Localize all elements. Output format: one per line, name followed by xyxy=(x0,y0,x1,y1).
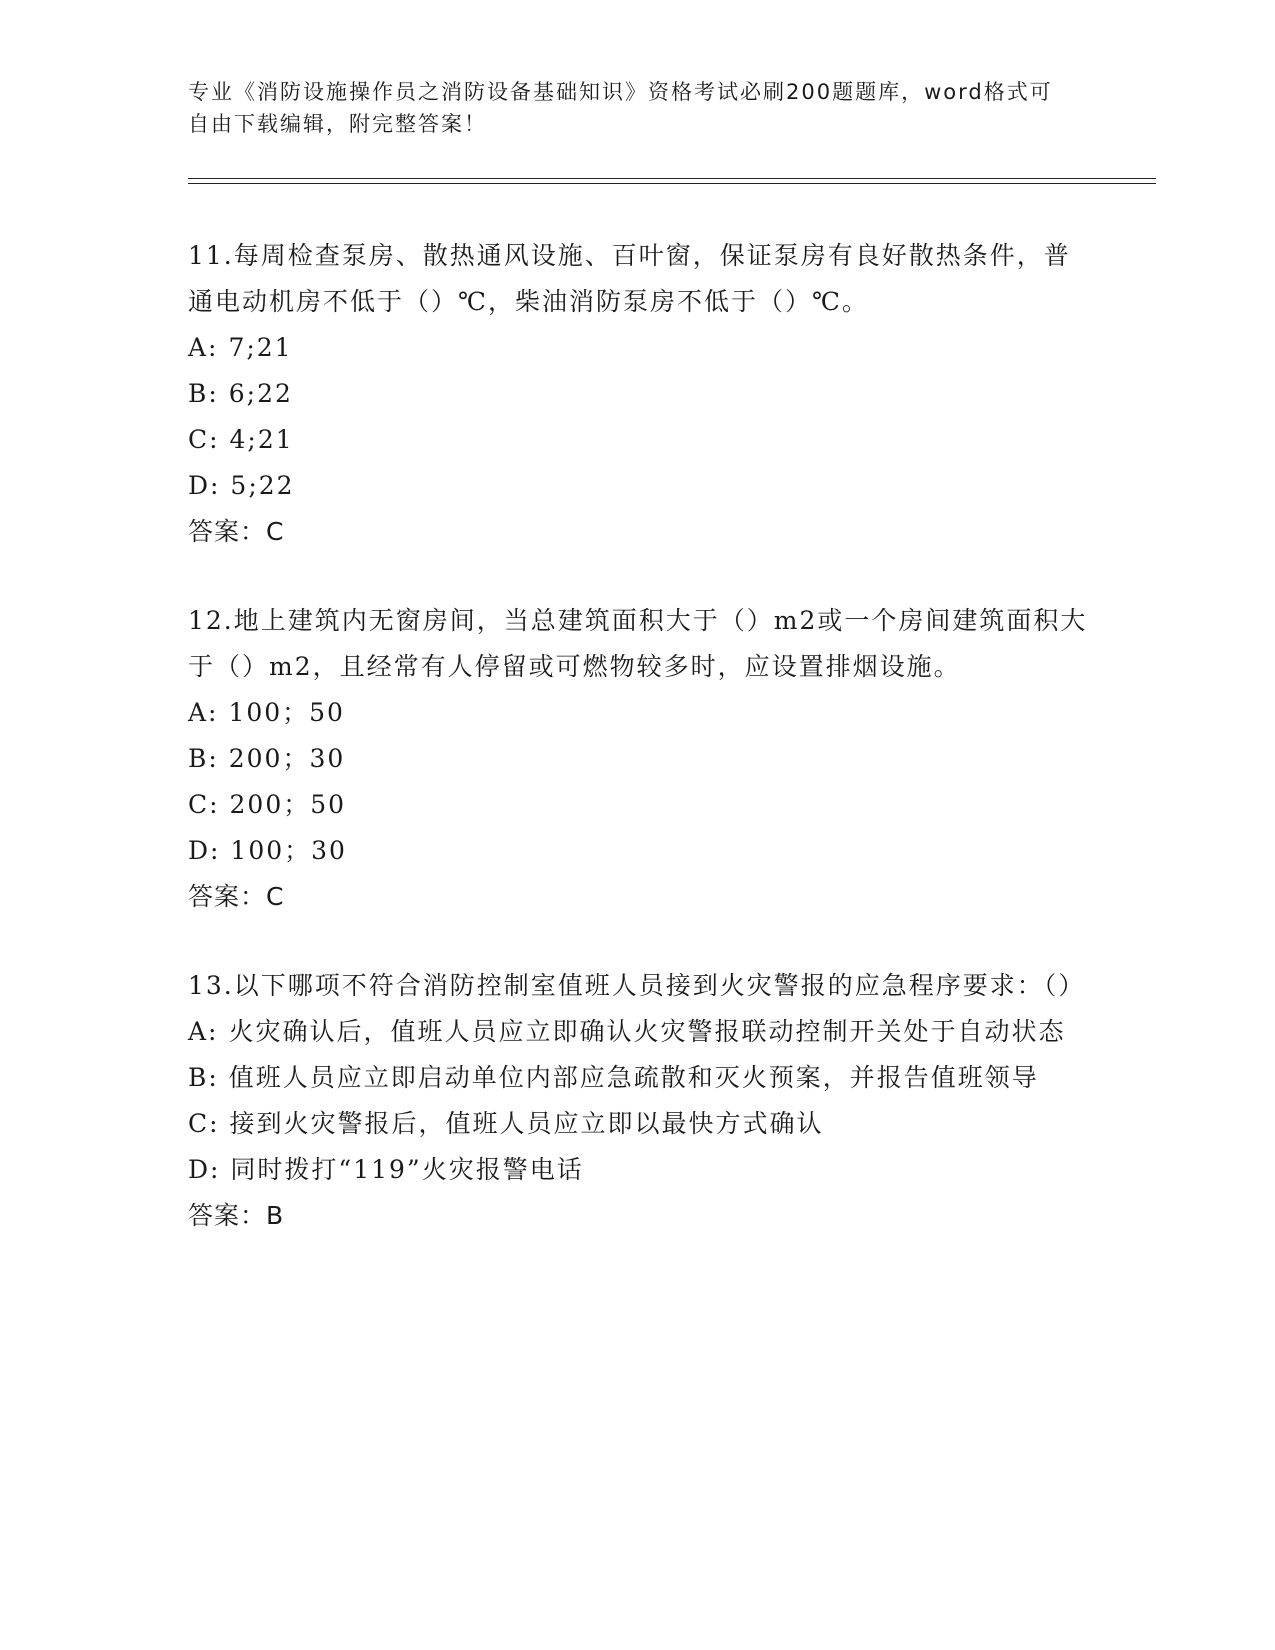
option-text: 火灾确认后，值班人员应立即确认火灾警报联动控制开关处于自动状态 xyxy=(228,1017,1066,1046)
option-text: 7;21 xyxy=(228,333,293,362)
option-text: 100；50 xyxy=(228,698,345,727)
option-label: C: xyxy=(188,790,220,819)
header-divider-bottom xyxy=(188,183,1156,184)
option-text: 200；30 xyxy=(228,744,346,773)
answer: 答案：B xyxy=(188,1201,285,1230)
option-list xyxy=(188,1009,1088,1193)
option-label: B: xyxy=(188,379,219,408)
option-d xyxy=(188,828,1088,874)
answer: 答案：C xyxy=(188,882,285,911)
option-label: D: xyxy=(188,471,221,500)
option-label: B: xyxy=(188,1063,219,1092)
option-c xyxy=(188,1101,1088,1147)
option-a xyxy=(188,325,1088,371)
question-stem: 11.每周检查泵房、散热通风设施、百叶窗，保证泵房有良好散热条件，普通电动机房不低于（）℃，柴油消防泵房不低于（）℃。 xyxy=(188,241,1071,316)
option-label: A: xyxy=(188,698,219,727)
question-12 xyxy=(188,598,1088,920)
option-text: 值班人员应立即启动单位内部应急疏散和灭火预案，并报告值班领导 xyxy=(228,1063,1039,1092)
question-stem: 13.以下哪项不符合消防控制室值班人员接到火灾警报的应急程序要求：（） xyxy=(188,971,1086,1000)
question-stem: 12.地上建筑内无窗房间，当总建筑面积大于（）m2或一个房间建筑面积大于（）m2，且经常有人停留或可燃物较多时，应设置排烟设施。 xyxy=(188,606,1088,681)
option-d xyxy=(188,1147,1088,1193)
option-text: 100；30 xyxy=(230,836,347,865)
option-label: A: xyxy=(188,333,219,362)
question-11 xyxy=(188,233,1088,555)
document-header: 专业《消防设施操作员之消防设备基础知识》资格考试必刷200题题库，word格式可自由下载编辑，附完整答案！ xyxy=(188,80,1053,136)
option-a xyxy=(188,690,1088,736)
option-label: D: xyxy=(188,1155,221,1184)
option-a xyxy=(188,1009,1088,1055)
option-text: 5;22 xyxy=(230,471,295,500)
option-list xyxy=(188,690,1088,874)
option-text: 接到火灾警报后，值班人员应立即以最快方式确认 xyxy=(229,1109,824,1138)
option-c xyxy=(188,417,1088,463)
option-list xyxy=(188,325,1088,509)
question-13 xyxy=(188,963,1088,1239)
option-text: 200；50 xyxy=(229,790,347,819)
option-label: C: xyxy=(188,425,220,454)
option-label: B: xyxy=(188,744,219,773)
answer: 答案：C xyxy=(188,517,285,546)
option-text: 4;21 xyxy=(229,425,294,454)
option-c xyxy=(188,782,1088,828)
option-label: C: xyxy=(188,1109,220,1138)
option-label: D: xyxy=(188,836,221,865)
option-d xyxy=(188,463,1088,509)
option-b xyxy=(188,1055,1088,1101)
header-divider-top xyxy=(188,178,1156,179)
option-text: 6;22 xyxy=(228,379,293,408)
option-text: 同时拨打“119”火灾报警电话 xyxy=(230,1155,584,1184)
option-b xyxy=(188,371,1088,417)
option-b xyxy=(188,736,1088,782)
option-label: A: xyxy=(188,1017,219,1046)
